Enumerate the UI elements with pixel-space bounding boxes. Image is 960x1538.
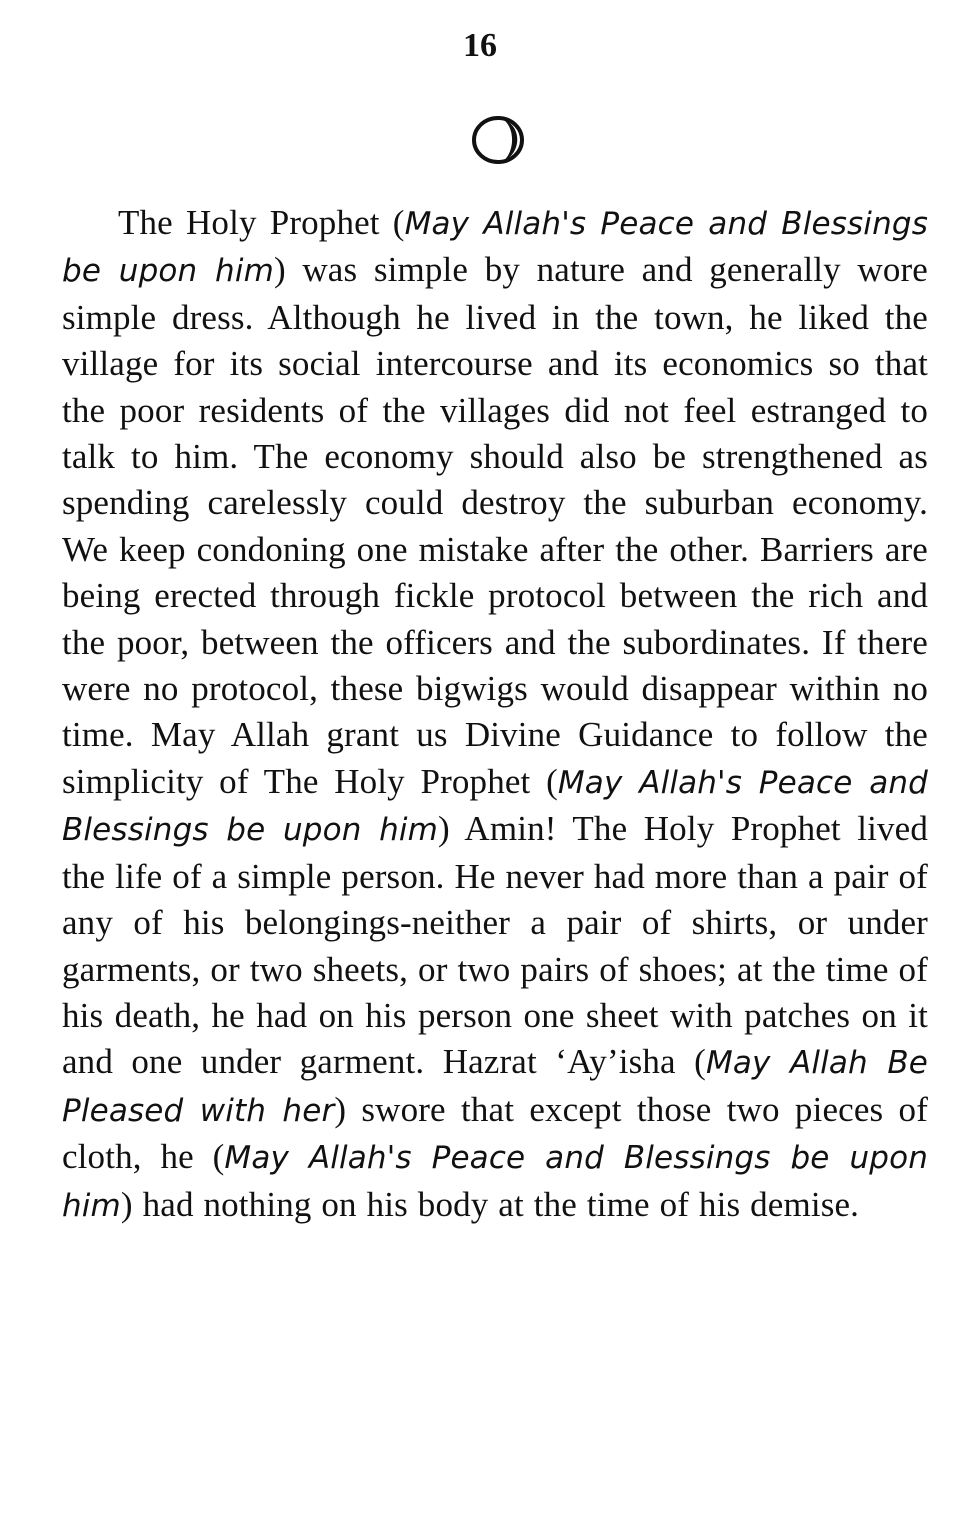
honorific-phrase: May Allah's Peace and Blessings be upon him — [62, 764, 928, 849]
paragraph — [62, 200, 928, 1229]
text-segment: ) swore that except those two pieces of cloth, he ( — [62, 1089, 928, 1177]
honorific-phrase: May Allah's Peace and Blessings be upon him — [62, 1140, 928, 1224]
honorific-phrase: May Allah's Peace and Blessings be upon him — [62, 206, 928, 290]
text-segment: ) had nothing on his body at the time of his demise. — [120, 1184, 860, 1224]
body-text — [62, 200, 928, 1229]
text-segment: ) Amin! The Holy Prophet lived the life of a simple person. He never had more than a pair of any of his belongings-neither a pair of shirts, or under garments, or two sheets, or two pairs of shoes; at the time of his death, he had on his person one sheet with patches on it and one under garment. Hazrat ‘Ay’isha ( — [62, 809, 929, 1082]
page-number: 16 — [463, 27, 497, 64]
text-segment: ) was simple by nature and generally wore simple dress. Although he lived in the town, he liked the village for its social intercourse and its economics so that the poor residents of the villages did not feel estranged to talk to him. The economy should also be strengthened as spending carelessly could destroy the suburban economy. We keep condoning one mistake after the other. Barriers are being erected through fickle protocol between the rich and the poor, between the officers and the subordinates. If there were no protocol, these bigwigs would disappear within no time. May Allah grant us Divine Guidance to follow the simplicity of The Holy Prophet ( — [62, 250, 928, 801]
crescent-circle-icon — [470, 112, 526, 168]
text-segment: The Holy Prophet ( — [118, 203, 405, 242]
honorific-phrase: May Allah Be Pleased with her — [62, 1045, 928, 1129]
